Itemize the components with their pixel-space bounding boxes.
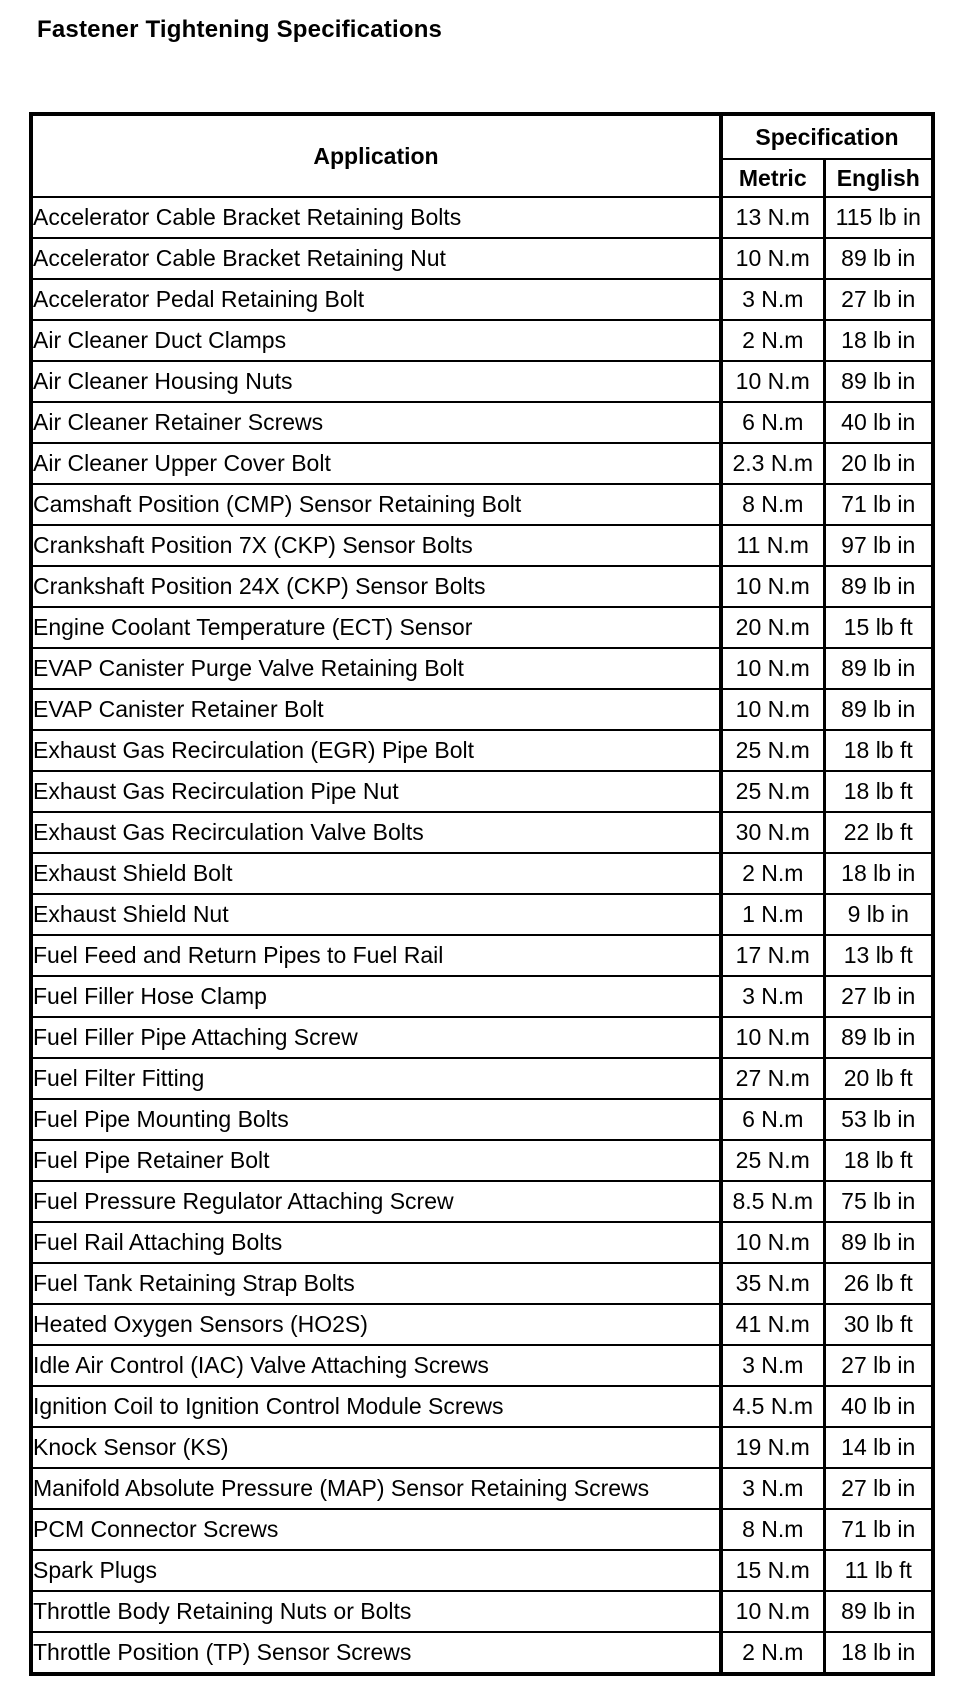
metric-cell: 1 N.m — [721, 894, 824, 935]
english-cell: 27 lb in — [824, 1468, 933, 1509]
table-row — [31, 361, 933, 402]
fastener-spec-table — [29, 112, 935, 1676]
metric-cell: 19 N.m — [721, 1427, 824, 1468]
english-cell: 53 lb in — [824, 1099, 933, 1140]
application-cell: Throttle Position (TP) Sensor Screws — [31, 1632, 721, 1674]
metric-cell: 6 N.m — [721, 1099, 824, 1140]
page-title: Fastener Tightening Specifications — [37, 16, 443, 43]
metric-cell: 2 N.m — [721, 1632, 824, 1674]
table-body — [31, 197, 933, 1674]
english-cell: 27 lb in — [824, 279, 933, 320]
application-cell: Fuel Filler Pipe Attaching Screw — [31, 1017, 721, 1058]
metric-cell: 10 N.m — [721, 566, 824, 607]
application-cell: Air Cleaner Housing Nuts — [31, 361, 721, 402]
header-specification: Specification — [721, 114, 933, 159]
table-row — [31, 197, 933, 238]
table-header — [31, 114, 933, 197]
table-row — [31, 238, 933, 279]
english-cell: 18 lb ft — [824, 1140, 933, 1181]
table-row — [31, 402, 933, 443]
metric-cell: 10 N.m — [721, 648, 824, 689]
english-cell: 89 lb in — [824, 1222, 933, 1263]
metric-cell: 20 N.m — [721, 607, 824, 648]
application-cell: Fuel Filter Fitting — [31, 1058, 721, 1099]
table-row — [31, 1099, 933, 1140]
english-cell: 89 lb in — [824, 689, 933, 730]
english-cell: 18 lb in — [824, 320, 933, 361]
table-row — [31, 1550, 933, 1591]
application-cell: Exhaust Shield Nut — [31, 894, 721, 935]
metric-cell: 8 N.m — [721, 1509, 824, 1550]
metric-cell: 3 N.m — [721, 976, 824, 1017]
english-cell: 40 lb in — [824, 402, 933, 443]
english-cell: 71 lb in — [824, 1509, 933, 1550]
english-cell: 89 lb in — [824, 1017, 933, 1058]
application-cell: Knock Sensor (KS) — [31, 1427, 721, 1468]
english-cell: 20 lb in — [824, 443, 933, 484]
table-row — [31, 279, 933, 320]
application-cell: Fuel Pressure Regulator Attaching Screw — [31, 1181, 721, 1222]
english-cell: 14 lb in — [824, 1427, 933, 1468]
metric-cell: 4.5 N.m — [721, 1386, 824, 1427]
metric-cell: 25 N.m — [721, 771, 824, 812]
metric-cell: 2 N.m — [721, 853, 824, 894]
header-metric: Metric — [721, 159, 824, 197]
application-cell: Exhaust Gas Recirculation Valve Bolts — [31, 812, 721, 853]
application-cell: Fuel Tank Retaining Strap Bolts — [31, 1263, 721, 1304]
table-row — [31, 1263, 933, 1304]
application-cell: Fuel Feed and Return Pipes to Fuel Rail — [31, 935, 721, 976]
english-cell: 9 lb in — [824, 894, 933, 935]
table-row — [31, 689, 933, 730]
english-cell: 97 lb in — [824, 525, 933, 566]
table-row — [31, 771, 933, 812]
application-cell: Heated Oxygen Sensors (HO2S) — [31, 1304, 721, 1345]
table-row — [31, 320, 933, 361]
metric-cell: 15 N.m — [721, 1550, 824, 1591]
table-row — [31, 1304, 933, 1345]
table-row — [31, 1345, 933, 1386]
metric-cell: 10 N.m — [721, 361, 824, 402]
application-cell: Air Cleaner Duct Clamps — [31, 320, 721, 361]
english-cell: 22 lb ft — [824, 812, 933, 853]
metric-cell: 8.5 N.m — [721, 1181, 824, 1222]
table-row — [31, 1386, 933, 1427]
table-row — [31, 1427, 933, 1468]
english-cell: 27 lb in — [824, 976, 933, 1017]
table-row — [31, 1509, 933, 1550]
metric-cell: 13 N.m — [721, 197, 824, 238]
metric-cell: 35 N.m — [721, 1263, 824, 1304]
english-cell: 89 lb in — [824, 566, 933, 607]
english-cell: 89 lb in — [824, 361, 933, 402]
application-cell: Idle Air Control (IAC) Valve Attaching Screws — [31, 1345, 721, 1386]
table-row — [31, 1632, 933, 1674]
english-cell: 89 lb in — [824, 1591, 933, 1632]
metric-cell: 3 N.m — [721, 279, 824, 320]
english-cell: 27 lb in — [824, 1345, 933, 1386]
table-row — [31, 976, 933, 1017]
table-row — [31, 484, 933, 525]
english-cell: 30 lb ft — [824, 1304, 933, 1345]
application-cell: Camshaft Position (CMP) Sensor Retaining Bolt — [31, 484, 721, 525]
application-cell: Crankshaft Position 24X (CKP) Sensor Bolts — [31, 566, 721, 607]
english-cell: 26 lb ft — [824, 1263, 933, 1304]
application-cell: EVAP Canister Purge Valve Retaining Bolt — [31, 648, 721, 689]
table-row — [31, 1058, 933, 1099]
application-cell: Fuel Pipe Mounting Bolts — [31, 1099, 721, 1140]
english-cell: 15 lb ft — [824, 607, 933, 648]
application-cell: Exhaust Gas Recirculation Pipe Nut — [31, 771, 721, 812]
table-row — [31, 648, 933, 689]
table-row — [31, 1468, 933, 1509]
header-english: English — [824, 159, 933, 197]
metric-cell: 10 N.m — [721, 689, 824, 730]
metric-cell: 10 N.m — [721, 1222, 824, 1263]
metric-cell: 2 N.m — [721, 320, 824, 361]
table-row — [31, 935, 933, 976]
metric-cell: 10 N.m — [721, 1591, 824, 1632]
application-cell: Exhaust Shield Bolt — [31, 853, 721, 894]
metric-cell: 6 N.m — [721, 402, 824, 443]
english-cell: 71 lb in — [824, 484, 933, 525]
english-cell: 20 lb ft — [824, 1058, 933, 1099]
table-row — [31, 1140, 933, 1181]
english-cell: 18 lb ft — [824, 730, 933, 771]
table-row — [31, 525, 933, 566]
table-row — [31, 853, 933, 894]
english-cell: 89 lb in — [824, 648, 933, 689]
metric-cell: 3 N.m — [721, 1345, 824, 1386]
english-cell: 18 lb in — [824, 853, 933, 894]
metric-cell: 25 N.m — [721, 1140, 824, 1181]
english-cell: 13 lb ft — [824, 935, 933, 976]
application-cell: Engine Coolant Temperature (ECT) Sensor — [31, 607, 721, 648]
metric-cell: 17 N.m — [721, 935, 824, 976]
table-row — [31, 812, 933, 853]
table-row — [31, 566, 933, 607]
table-row — [31, 730, 933, 771]
table-row — [31, 607, 933, 648]
english-cell: 89 lb in — [824, 238, 933, 279]
application-cell: Accelerator Cable Bracket Retaining Nut — [31, 238, 721, 279]
application-cell: PCM Connector Screws — [31, 1509, 721, 1550]
metric-cell: 11 N.m — [721, 525, 824, 566]
metric-cell: 3 N.m — [721, 1468, 824, 1509]
table-row — [31, 443, 933, 484]
application-cell: Air Cleaner Upper Cover Bolt — [31, 443, 721, 484]
english-cell: 40 lb in — [824, 1386, 933, 1427]
table-row — [31, 1181, 933, 1222]
english-cell: 75 lb in — [824, 1181, 933, 1222]
application-cell: Air Cleaner Retainer Screws — [31, 402, 721, 443]
english-cell: 18 lb ft — [824, 771, 933, 812]
table-row — [31, 1591, 933, 1632]
metric-cell: 2.3 N.m — [721, 443, 824, 484]
application-cell: Accelerator Pedal Retaining Bolt — [31, 279, 721, 320]
metric-cell: 25 N.m — [721, 730, 824, 771]
metric-cell: 8 N.m — [721, 484, 824, 525]
application-cell: Ignition Coil to Ignition Control Module Screws — [31, 1386, 721, 1427]
english-cell: 11 lb ft — [824, 1550, 933, 1591]
metric-cell: 10 N.m — [721, 1017, 824, 1058]
application-cell: Crankshaft Position 7X (CKP) Sensor Bolts — [31, 525, 721, 566]
application-cell: Fuel Rail Attaching Bolts — [31, 1222, 721, 1263]
metric-cell: 10 N.m — [721, 238, 824, 279]
metric-cell: 30 N.m — [721, 812, 824, 853]
metric-cell: 27 N.m — [721, 1058, 824, 1099]
table-row — [31, 894, 933, 935]
application-cell: Fuel Pipe Retainer Bolt — [31, 1140, 721, 1181]
application-cell: Accelerator Cable Bracket Retaining Bolts — [31, 197, 721, 238]
application-cell: Fuel Filler Hose Clamp — [31, 976, 721, 1017]
application-cell: Spark Plugs — [31, 1550, 721, 1591]
application-cell: Throttle Body Retaining Nuts or Bolts — [31, 1591, 721, 1632]
metric-cell: 41 N.m — [721, 1304, 824, 1345]
header-application: Application — [31, 114, 721, 197]
application-cell: Manifold Absolute Pressure (MAP) Sensor Retaining Screws — [31, 1468, 721, 1509]
english-cell: 18 lb in — [824, 1632, 933, 1674]
table-row — [31, 1017, 933, 1058]
table-row — [31, 1222, 933, 1263]
english-cell: 115 lb in — [824, 197, 933, 238]
application-cell: EVAP Canister Retainer Bolt — [31, 689, 721, 730]
application-cell: Exhaust Gas Recirculation (EGR) Pipe Bolt — [31, 730, 721, 771]
